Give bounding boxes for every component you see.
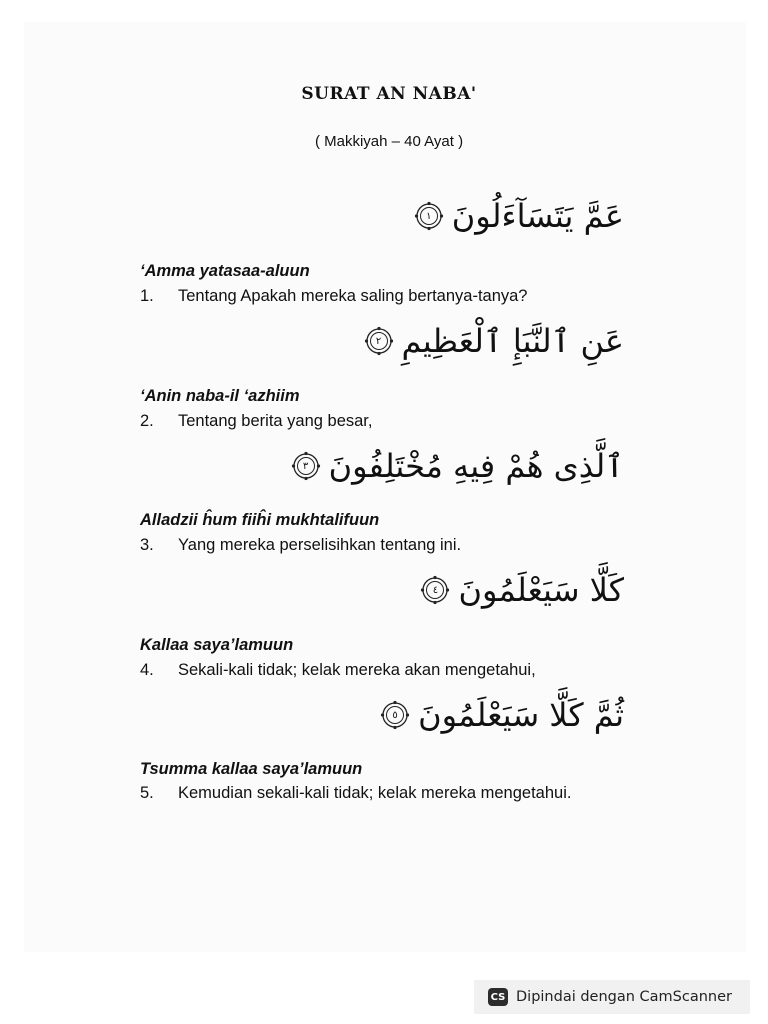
translation-text: Yang mereka perselisihkan tentang ini. [178, 536, 462, 554]
ayah-number: ٤ [432, 584, 439, 596]
arabic-verse: ثُمَّ كَلَّا سَيَعْلَمُونَ [418, 696, 624, 734]
translation [140, 410, 624, 433]
transliteration: ‘Anin naba-il ‘azhiim [140, 387, 300, 405]
arabic-line [414, 186, 624, 246]
arabic-line [364, 311, 625, 371]
arabic-line [420, 560, 624, 620]
verse-block [140, 436, 624, 566]
verse-block [140, 186, 624, 316]
verse-block [140, 311, 624, 441]
transliteration: Alladzii ĥum fiiĥi mukhtalifuun [140, 511, 380, 529]
ayah-marker-icon [364, 326, 394, 356]
ayah-number: ٣ [302, 460, 309, 472]
transliteration: ‘Amma yatasaa-aluun [140, 262, 310, 280]
translation-text: Tentang berita yang besar, [178, 412, 373, 430]
transliteration: Tsumma kallaa saya’lamuun [140, 760, 363, 778]
ayah-number: ٢ [375, 335, 382, 347]
verse-block [140, 685, 624, 835]
verse-number: 4. [140, 661, 154, 679]
translation [140, 534, 624, 557]
ayah-marker-icon [380, 700, 410, 730]
verse-block [140, 560, 624, 690]
ayah-number: ٥ [392, 709, 398, 721]
translation [140, 285, 624, 308]
ayah-marker-icon [420, 575, 450, 605]
verse-number: 5. [140, 784, 154, 802]
arabic-verse: عَمَّ يَتَسَآءَلُونَ [451, 197, 624, 235]
translation [140, 782, 624, 805]
arabic-line [291, 436, 624, 496]
verse-number: 1. [140, 287, 154, 305]
ayah-number: ١ [426, 210, 432, 222]
ayah-marker-icon [414, 201, 444, 231]
translation-text: Sekali-kali tidak; kelak mereka akan mengetahui, [178, 661, 536, 679]
verse-number: 2. [140, 412, 154, 430]
page-subtitle: ( Makkiyah – 40 Ayat ) [314, 133, 464, 150]
translation-text: Tentang Apakah mereka saling bertanya-tanya? [178, 287, 528, 305]
watermark-text: Dipindai dengan CamScanner [516, 989, 733, 1005]
arabic-verse: ٱلَّذِى هُمْ فِيهِ مُخْتَلِفُونَ [328, 447, 624, 485]
translation [140, 659, 624, 682]
arabic-line [380, 685, 624, 745]
transliteration: Kallaa saya’lamuun [140, 636, 294, 654]
arabic-verse: كَلَّا سَيَعْلَمُونَ [458, 571, 624, 609]
arabic-verse: عَنِ ٱلنَّبَإِ ٱلْعَظِيمِ [401, 322, 624, 360]
camscanner-watermark [474, 980, 750, 1014]
camscanner-logo-icon: CS [488, 988, 508, 1006]
page-title: SURAT AN NABA' [301, 84, 477, 104]
verse-number: 3. [140, 536, 154, 554]
ayah-marker-icon [291, 451, 321, 481]
translation-text: Kemudian sekali-kali tidak; kelak mereka mengetahui. [178, 784, 572, 802]
